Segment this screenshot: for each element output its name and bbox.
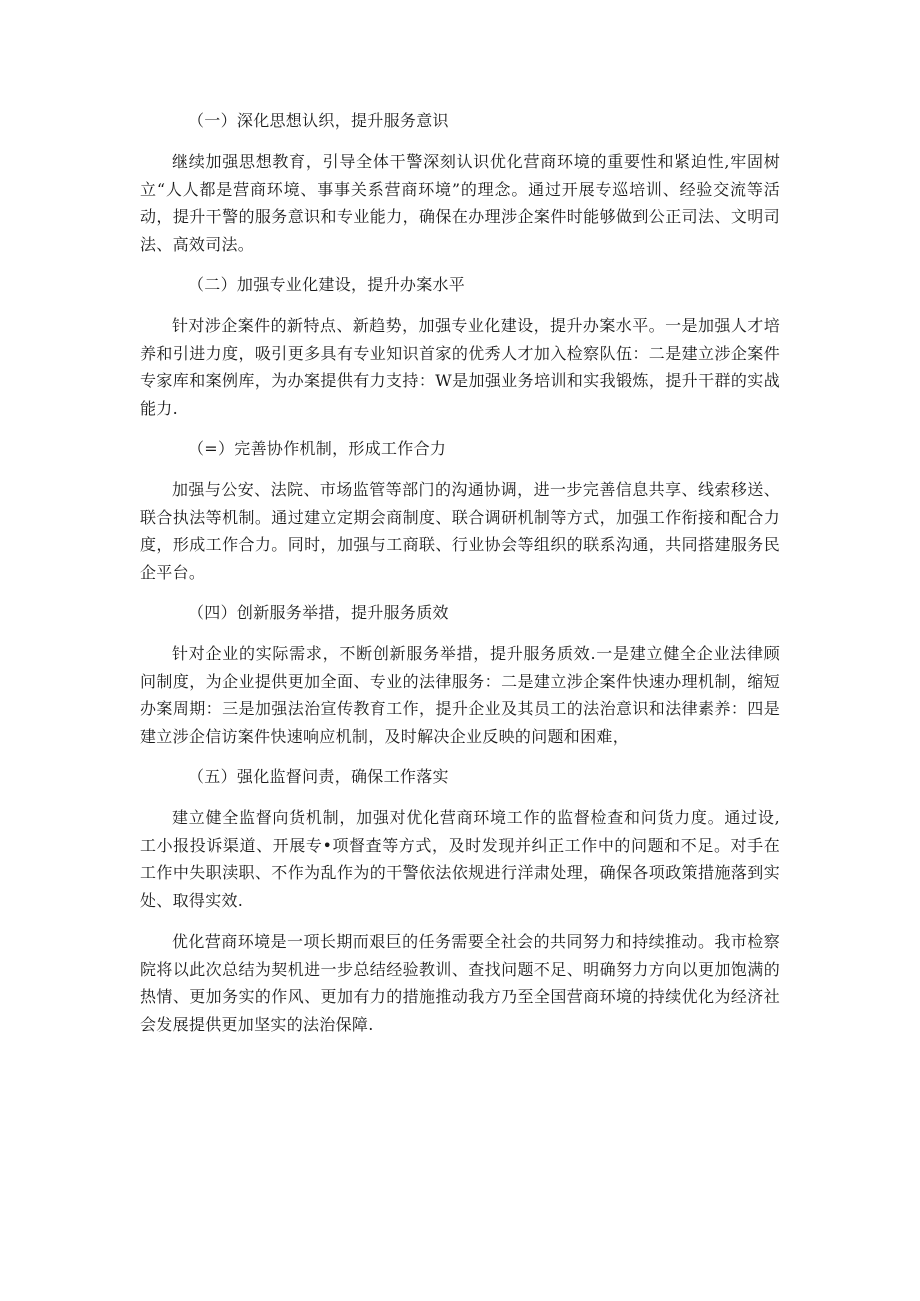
section-1-body: 继续加强思想教育，引导全体干警深刻认识优化营商环境的重要性和紧迫性,牢固树立“人人都是营商环境、事事关系营商环境”的理念。通过开展专巡培训、经验交流等活动，提升干警的服务意识和专业能力，确保在办理涉企案件时能够做到公正司法、文明司法、高效司法。 <box>140 152 780 254</box>
section-4-heading: （四）创新服务举措，提升服务质效 <box>188 603 449 622</box>
section-4-body: 针对企业的实际需求，不断创新服务举措，提升服务质效.一是建立健全企业法律顾问制度，为企业提供更加全面、专业的法律服务：二是建立涉企案件快速办理机制，缩短办案周期：三是加强法治宣传教育工作，提升企业及其员工的法治意识和法律素养：四是建立涉企信访案件快速响应机制，及时解决企业反映的问题和困难， <box>140 644 780 746</box>
section-5-body: 建立健全监督向货机制，加强对优化营商环境工作的监督检查和问货力度。通过设,工小报投诉渠道、开展专•项督査等方式，及时发现并纠正工作中的问题和不足。对手在工作中失职渎职、不作为乱作为的干警依法依规进行洋肃处理，确保各项政策措施落到实处、取得实效. <box>140 808 780 910</box>
section-1-heading: （一）深化思想认织，提升服务意识 <box>188 111 449 130</box>
section-5-heading: （五）强化监督问责，确保工作落实 <box>188 767 449 786</box>
closing-paragraph: 优化营商环境是一项长期而艰巨的任务需要全社会的共同努力和持续推动。我市检察院将以此次总结为契机进一步总结经验教训、查找问题不足、明确努力方向以更加饱满的热情、更加务实的作风、更加有力的措施推动我方乃至全国营商环境的持续优化为经济社会发展提供更加坚实的法治保障. <box>140 932 780 1034</box>
section-3-heading: （=）完善协作机制，形成工作合力 <box>188 439 447 458</box>
document-page <box>140 108 780 1052</box>
section-3-body: 加强与公安、法院、市场监管等部门的沟通协调，进一步完善信息共享、线索移送、联合执法等机制。通过建立定期会商制度、联合调研机制等方式，加强工作衔接和配合力度，形成工作合力。同时，加强与工商联、行业协会等组织的联系沟通，共同搭建服务民企平台。 <box>140 480 780 582</box>
section-2-body: 针对涉企案件的新特点、新趋势，加强专业化建设，提升办案水平。一是加强人才培养和引进力度，吸引更多具有专业知识首家的优秀人才加入检察队伍：二是建立涉企案件专家库和案例库，为办案提供有力支持：W是加强业务培训和实我锻炼，提升干群的实战能力. <box>140 316 780 418</box>
section-2-heading: （二）加强专业化建设，提升办案水平 <box>188 275 466 294</box>
